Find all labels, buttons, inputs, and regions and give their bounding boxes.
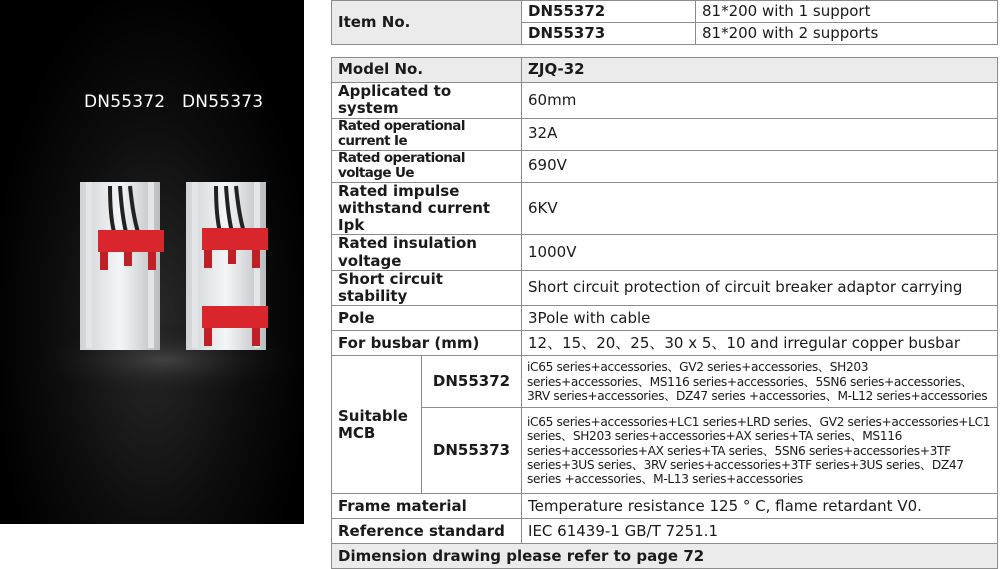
spec-value: 3Pole with cable [522, 306, 998, 331]
spec-label: Rated operational current Ie [332, 118, 522, 150]
adapter-dn55372 [80, 182, 164, 350]
spec-label: Short circuit stability [332, 270, 522, 306]
spec-value: Short circuit protection of circuit breaker adaptor carrying [522, 270, 998, 306]
mcb-compatibility: iC65 series+accessories、GV2 series+accessories、SH203 series+accessories、MS116 series+accessories、5SN6 series+accessories、3RV series+accessories、DZ47 series +accessories、M-L12 series+accessories [522, 356, 998, 408]
spec-value: 32A [522, 118, 998, 150]
spec-label: Rated operational voltage Ue [332, 150, 522, 182]
spec-label: Frame material [332, 494, 522, 519]
item-description: 81*200 with 1 support [696, 1, 998, 23]
specification-table [331, 57, 998, 569]
spec-sheet [331, 0, 1000, 565]
spec-label: Rated impulse withstand current Ipk [332, 182, 522, 235]
spec-label: Applicated to system [332, 83, 522, 119]
spec-value: 60mm [522, 83, 998, 119]
item-number-table [331, 0, 998, 45]
spec-value: 6KV [522, 182, 998, 235]
dimension-drawing-note: Dimension drawing please refer to page 72 [332, 544, 998, 569]
spec-value: 690V [522, 150, 998, 182]
spec-label: Reference standard [332, 519, 522, 544]
spec-value: IEC 61439-1 GB/T 7251.1 [522, 519, 998, 544]
spec-label: For busbar (mm) [332, 331, 522, 356]
suitable-mcb-label: Suitable MCB [332, 356, 422, 494]
mcb-compatibility: iC65 series+accessories+LC1 series+LRD series、GV2 series+accessories+LC1 series、SH203 series+accessories+AX series+TA series、MS116 series+accessories+AX series+TA series、5SN6 series+accessories+3TF series+3US series、3RV series+accessories+3TF series+3US series、DZ47 series +accessories、M-L13 series+accessories [522, 408, 998, 494]
mcb-item-code: DN55372 [422, 356, 522, 408]
spec-value: 12、15、20、25、30 x 5、10 and irregular copper busbar [522, 331, 998, 356]
spec-label: Pole [332, 306, 522, 331]
product-image-panel [0, 0, 304, 524]
busbar-adapter-illustration [0, 0, 304, 524]
spec-value: 1000V [522, 235, 998, 271]
model-no-value: ZJQ-32 [522, 58, 998, 83]
spec-value: Temperature resistance 125 ° C, flame retardant V0. [522, 494, 998, 519]
mcb-item-code: DN55373 [422, 408, 522, 494]
model-no-label: Model No. [332, 58, 522, 83]
adapter-dn55373 [186, 182, 268, 350]
item-code: DN55372 [522, 1, 696, 23]
item-no-label: Item No. [332, 1, 522, 45]
spec-label: Rated insulation voltage [332, 235, 522, 271]
product-label-dn55373: DN55373 [182, 92, 264, 112]
product-label-dn55372: DN55372 [84, 92, 166, 112]
item-code: DN55373 [522, 23, 696, 45]
item-description: 81*200 with 2 supports [696, 23, 998, 45]
